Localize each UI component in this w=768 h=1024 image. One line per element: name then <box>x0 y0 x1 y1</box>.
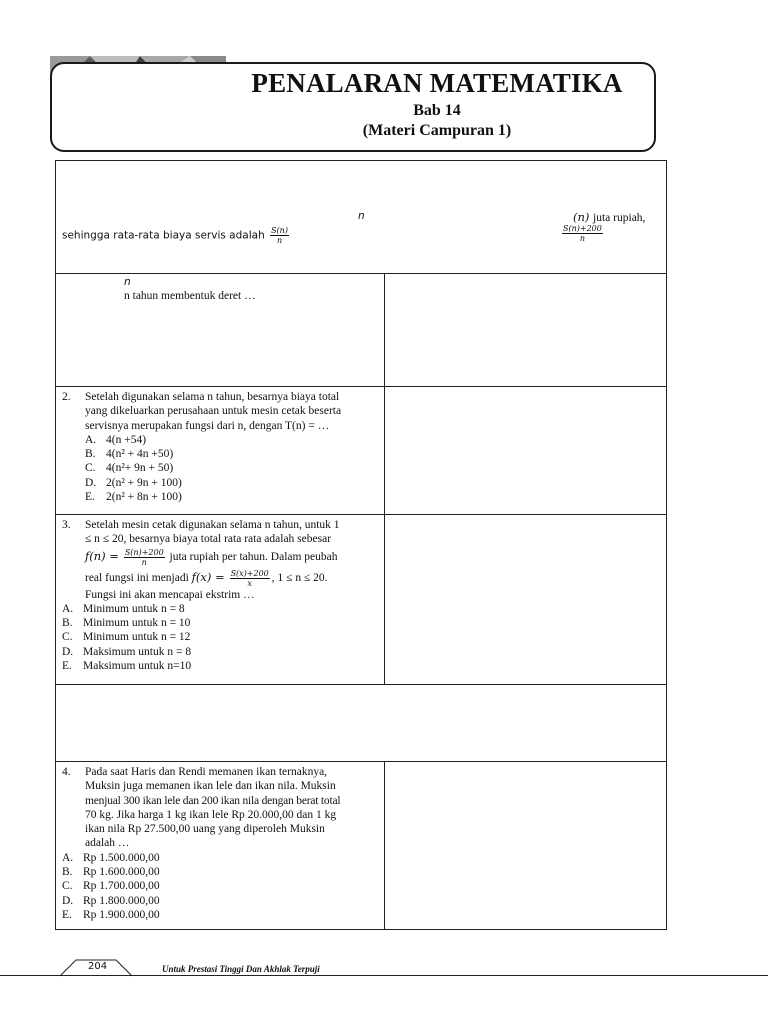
intro-cost-unit: (n) juta rupiah, <box>573 210 646 224</box>
option-c[interactable]: C. Rp 1.700.000,00 <box>62 880 160 893</box>
option-a[interactable]: A. 4(n +54) <box>85 433 147 446</box>
option-c[interactable]: C. Minimum untuk n = 12 <box>62 631 191 644</box>
question-number: 3. <box>62 519 71 531</box>
question-text: ≤ n ≤ 20, besarnya biaya total rata rata adalah sebesar <box>85 533 332 546</box>
option-c[interactable]: C. 4(n²+ 9n + 50) <box>85 462 174 475</box>
option-a[interactable]: A. Rp 1.500.000,00 <box>62 851 160 864</box>
chapter-label: Bab 14 <box>413 102 461 119</box>
footer-motto: Untuk Prestasi Tinggi Dan Akhlak Terpuji <box>162 964 320 974</box>
table-divider <box>55 386 667 387</box>
option-b[interactable]: B. Minimum untuk n = 10 <box>62 617 191 630</box>
question-text: Muksin juga memanen ikan lele dan ikan nila. Muksin <box>85 780 336 793</box>
question-text: menjual 300 ikan lele dan 200 ikan nila dengan berat total <box>85 794 341 807</box>
column-divider <box>384 761 385 930</box>
question-4 <box>62 765 376 922</box>
chapter-subtitle: (Materi Campuran 1) <box>362 122 512 139</box>
intro-sentence: sehingga rata-rata biaya servis adalah $\frac{S(n)}{n}$ <box>62 226 288 245</box>
question-text: ikan nila Rp 27.500,00 uang yang diperoleh Muksin <box>85 823 325 836</box>
question-text: Fungsi ini akan mencapai ekstrim … <box>85 588 255 601</box>
question-3 <box>62 518 376 673</box>
question-text: real fungsi ini menjadi f(x) = $\frac{S(x)+200}{x}$ , 1 ≤ n ≤ 20. <box>85 568 328 588</box>
question-text: f(n) = $\frac{S(n)+200}{n}$ juta rupiah per tahun. Dalam peubah <box>85 547 338 567</box>
option-e[interactable]: E. 2(n² + 8n + 100) <box>85 491 182 504</box>
option-e[interactable]: E. Maksimum untuk n=10 <box>62 660 192 673</box>
option-e[interactable]: E. Rp 1.900.000,00 <box>62 908 160 921</box>
question-text: servisnya merupakan fungsi dari n, dengan T(n) = … <box>85 419 330 432</box>
table-divider <box>55 761 667 762</box>
question-text: adalah … <box>85 837 130 850</box>
question-text: Setelah mesin cetak digunakan selama n tahun, untuk 1 <box>85 519 340 531</box>
question-number: 2. <box>62 391 71 403</box>
q1-var-n: n <box>124 276 131 288</box>
option-d[interactable]: D. Rp 1.800.000,00 <box>62 894 160 907</box>
question-text: Pada saat Haris dan Rendi memanen ikan ternaknya, <box>85 766 328 778</box>
page-number: 204 <box>88 961 108 972</box>
table-divider <box>55 684 667 685</box>
question-number: 4. <box>62 766 71 778</box>
table-divider <box>55 273 667 274</box>
option-a[interactable]: A. Minimum untuk n = 8 <box>62 602 185 615</box>
question-2 <box>62 390 376 504</box>
question-text: 70 kg. Jika harga 1 kg ikan lele Rp 20.000,00 dan 1 kg <box>85 808 337 821</box>
intro-var-n: n <box>358 210 365 222</box>
question-text: yang dikeluarkan perusahaan untuk mesin cetak beserta <box>85 405 342 418</box>
option-b[interactable]: B. Rp 1.600.000,00 <box>62 866 160 879</box>
option-d[interactable]: D. Maksimum untuk n = 8 <box>62 645 192 658</box>
intro-fraction: $\frac{S(n)+200}{n}$ <box>563 224 602 243</box>
table-divider <box>55 514 667 515</box>
q1-text: n tahun membentuk deret … <box>124 290 256 302</box>
option-b[interactable]: B. 4(n² + 4n +50) <box>85 448 174 461</box>
page-title: PENALARAN MATEMATIKA <box>251 68 623 98</box>
question-text: Setelah digunakan selama n tahun, besarnya biaya total <box>85 391 340 403</box>
option-d[interactable]: D. 2(n² + 9n + 100) <box>85 476 182 489</box>
column-divider <box>384 273 385 684</box>
